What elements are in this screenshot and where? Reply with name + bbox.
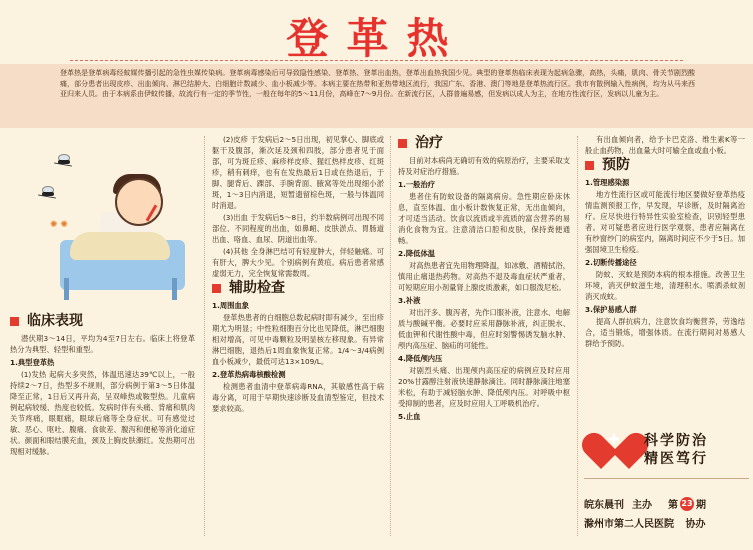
heading-text: 临床表现 [27, 313, 83, 329]
slogan-line: 科学防治 [644, 433, 708, 449]
red-square-icon [398, 139, 407, 148]
paragraph: 检测患者血清中登革病毒RNA，其敏感性高于病毒分离，可用于早期快速诊断及血清型鉴定，但技术要求较高。 [212, 382, 384, 413]
paragraph: 对高热患者宜先用物理降温，如冰敷、酒精拭浴，慎用止痛退热药物。对高热不退及毒血症状严重者，可短期应用小剂量肾上腺皮质激素，如口服泼尼松。 [398, 261, 570, 292]
coorganizer-name: 滁州市第二人民医院 [584, 519, 674, 530]
paragraph: (4)其他 全身淋巴结可有轻度肿大，伴轻触痛。可有肝大，脾大少见。个别病例有黄疸。病后患者常感虚弱无力，完全恢复常需数周。 [212, 247, 384, 278]
red-square-icon [10, 317, 19, 326]
paragraph: 有出血倾向者，给予卡巴克洛、维生素K等一般止血药物，出血量大时可输全血或血小板。 [585, 135, 745, 155]
title-divider [70, 60, 683, 61]
footer-divider [584, 478, 749, 479]
subheading: 2.降低体温 [398, 249, 436, 258]
section-heading-clinical [10, 313, 195, 329]
section-heading-prevention [585, 157, 745, 173]
paragraph: 提高人群抗病力，注意饮食均衡营养，劳逸结合，适当锻炼，增强体质。在流行期间对易感人群给予预防。 [585, 317, 745, 348]
subheading: 3.补液 [398, 296, 421, 305]
heading-text: 辅助检查 [229, 280, 285, 296]
subheading: 5.止血 [398, 412, 421, 421]
subheading: 1.周围血象 [212, 301, 250, 310]
page-title: 登革热 [286, 14, 467, 63]
intro-text: 登革热是登革病毒经蚊媒传播引起的急性虫媒传染病。登革病毒感染后可导致隐性感染、登革热、登革出血热，登革出血热我国少见。典型的登革热临床表现为起病急骤，高热，头痛，肌肉、骨关节剧烈酸痛，部分患者出现皮疹、出血倾向、淋巴结肿大、白细胞计数减少、血小板减少等。本病主要在热带和亚热带地区流行，我国广东、香港、澳门等地是登革热流行区。我市有散例输入性病例，均为从马来西亚归来人员。由于本病系由伊蚊传播，故流行有一定的季节性，一般在每年的5～11月份，高峰在7～9月份。在新流行区，人群普遍易感，但发病以成人为主，在地方性流行区，发病以儿童为主。 [60, 69, 695, 98]
issue-number-badge: 23 [680, 497, 694, 511]
fever-symbol-icon: ✺ ✺ [50, 220, 68, 230]
child-head [115, 178, 163, 226]
paragraph: (3)出血 于发病后5～8日，约半数病例可出现不同部位、不同程度的出血，如鼻衄、皮肤淤点、胃肠道出血、咯血、血尿、阴道出血等。 [212, 213, 384, 244]
red-square-icon [212, 284, 221, 293]
paragraph: 防蚊、灭蚊是预防本病的根本措施。改善卫生环境，消灭伊蚊滋生地，清理积水。喷洒杀蚊剂消灭成蚊。 [585, 270, 745, 301]
paragraph: 患者住有防蚊设备的隔离病房。急性期应卧床休息，直至体温、血小板计数恢复正常，无出血倾向，才可适当活动。饮食以流质或半流质的富含营养的易消化食物为宜。注意清洁口腔和皮肤，保持粪便通畅。 [398, 192, 570, 245]
paragraph: (2)皮疹 于发病后2～5日出现，初见掌心、脚底或躯干及腹部，渐次延及颈和四肢，部分患者见于面部，可为斑丘疹、麻疹样皮疹、猩红热样皮疹、红斑疹，稍有刺痒，也有在发热最后1日或在热退后，于脚、腿背后、踝部、手腕背面、腋窝等处出现细小淤斑，1～3日内消退，短暂遗留棕色斑，一般与体温同时消退。 [212, 135, 384, 210]
prevention-column [585, 134, 745, 350]
slogan-line: 精医笃行 [644, 451, 708, 467]
red-square-icon [585, 161, 594, 170]
host-label: 主办 [632, 500, 652, 511]
paragraph: 对剧烈头痛、出现颅内高压症的病例应及时应用20%甘露醇注射液快速静脉滴注。同时静脉滴注地塞米松，有助于减轻脑水肿、降低颅内压。对呼吸中枢受抑制的患者，应及时应用人工呼吸机治疗。 [398, 366, 570, 408]
bed-leg [64, 278, 69, 300]
subheading: 2.登革热病毒核酸检测 [212, 370, 286, 379]
slogan [644, 432, 749, 468]
column-divider [390, 136, 391, 536]
paragraph: 地方性流行区或可能流行地区要做好登革热疫情监测预报工作，早发现，早诊断，及时隔离治疗。应尽快进行特异性实验室检查，识别轻型患者。对可疑患者应进行医学观察，患者应隔离在有纱窗纱门的病室内，隔离时间应不少于5日。加强国境卫生检疫。 [585, 190, 745, 254]
symptoms-exam-column [212, 134, 384, 415]
mosquito-icon [52, 158, 74, 166]
section-heading-treatment [398, 135, 570, 151]
subheading: 1.一般治疗 [398, 180, 436, 189]
clinical-column [10, 312, 195, 458]
column-divider [204, 136, 205, 536]
publisher-line [584, 496, 749, 511]
paragraph: 对出汗多、腹泻者，先作口服补液，注意水、电解质与酸碱平衡。必要时应采用静脉补液，纠正脱水、低血钾和代谢性酸中毒，但应时刻警惕诱发脑水肿、颅内高压症、脑疝的可能性。 [398, 308, 570, 350]
subheading: 1.管理感染源 [585, 178, 630, 187]
treatment-column [398, 134, 570, 423]
coorganizer-line [584, 515, 749, 530]
subheading: 4.降低颅内压 [398, 354, 443, 363]
paragraph: 潜伏期3～14日，平均为4至7日左右。临床上将登革热分为典型、轻型和重型。 [10, 334, 195, 354]
bed-leg [172, 278, 177, 300]
column-divider [577, 136, 578, 536]
subheading: 1.典型登革热 [10, 358, 55, 367]
subheading: 2.切断传播途径 [585, 258, 637, 267]
heading-text: 治疗 [415, 135, 443, 151]
paragraph: 目前对本病尚无确切有效的病原治疗，主要采取支持及对症治疗措施。 [398, 156, 570, 176]
sick-child-illustration [40, 150, 190, 300]
issue-suffix: 期 [696, 500, 706, 511]
issue-prefix: 第 [668, 500, 678, 511]
heart-cross-icon: ✚ [592, 418, 638, 460]
mosquito-icon [36, 190, 58, 198]
paragraph: 登革热患者的白细胞总数起病时即有减少，至出疹期尤为明显；中性粒细胞百分比也见降低，淋巴细胞相对增高，可见中毒颗粒及明显核左移现象。有异常淋巴细胞，退热后1周血象恢复正常。1/4～3/4病例血小板减少，最低可达13×109/L。 [212, 313, 384, 366]
section-heading-exam [212, 280, 384, 296]
co-label: 协办 [685, 519, 706, 530]
paragraph: (1)发热 起病大多突然，体温迅速达39℃以上，一般持续2～7日，热型多不规则，部分病例于第3～5日体温降至正常，1日后又再升高，呈双峰热或鞍型热。儿童病例起病较缓、热度也较低。发病时伴有头痛、背痛和肌肉关节疼痛，眼眶痛，眼球后痛等全身症状。可有感觉过敏、恶心、呕吐、腹痛、食欲差、腹泻和便秘等消化道症状。颜面和眼结膜充血，颈及上胸皮肤潮红。发热期可出现相对缓脉。 [10, 370, 195, 456]
publisher-name: 皖东晨刊 [584, 500, 624, 511]
subheading: 3.保护易感人群 [585, 305, 637, 314]
blanket-shape [70, 232, 170, 260]
heading-text: 预防 [602, 157, 630, 173]
